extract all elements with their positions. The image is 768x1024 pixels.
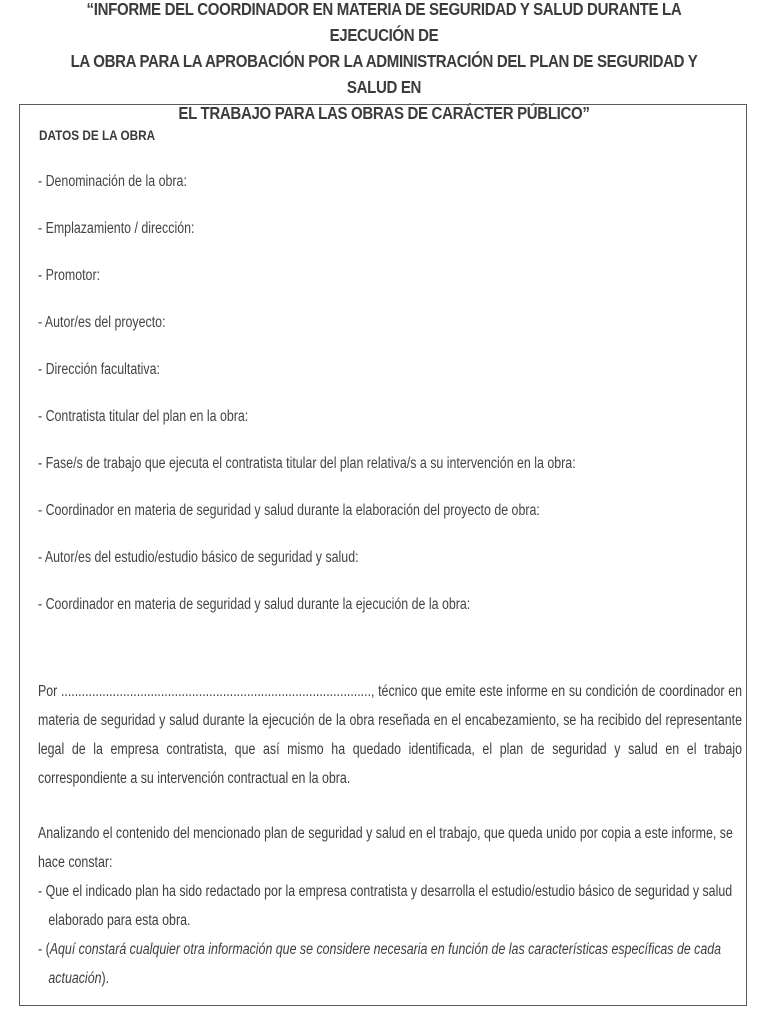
field-emplazamiento: - Emplazamiento / dirección: bbox=[38, 220, 195, 237]
paragraph-intro: Analizando el contenido del mencionado plan de seguridad y salud en el trabajo, que queda unido por copia a este informe, se hace constar: bbox=[38, 825, 733, 871]
item2-prefix: - ( bbox=[38, 941, 50, 958]
field-fases-trabajo: - Fase/s de trabajo que ejecuta el contratista titular del plan relativa/s a su intervención en la obra: bbox=[38, 455, 576, 472]
paragraph-prefix: Por bbox=[38, 683, 58, 700]
list-item-2 bbox=[38, 935, 742, 993]
field-contratista: - Contratista titular del plan en la obra: bbox=[38, 408, 249, 425]
paragraph-analisis bbox=[38, 819, 742, 993]
paragraph-recepcion bbox=[38, 677, 742, 793]
field-coordinador-proyecto: - Coordinador en materia de seguridad y salud durante la elaboración del proyecto de obra: bbox=[38, 502, 540, 519]
title-line-1: “INFORME DEL COORDINADOR EN MATERIA DE SEGURIDAD Y SALUD DURANTE LA EJECUCIÓN DE bbox=[86, 0, 682, 45]
list-item-1: - Que el indicado plan ha sido redactado por la empresa contratista y desarrolla el estudio/estudio básico de seguridad y salud elaborado para esta obra. bbox=[38, 883, 733, 929]
field-direccion-facultativa: - Dirección facultativa: bbox=[38, 361, 160, 378]
item2-suffix: ). bbox=[101, 970, 110, 987]
title-line-2: LA OBRA PARA LA APROBACIÓN POR LA ADMINISTRACIÓN DEL PLAN DE SEGURIDAD Y SALUD EN bbox=[70, 51, 698, 97]
paragraph-text: , técnico que emite este informe en su condición de coordinador en materia de seguridad y salud durante la ejecución de la obra reseñada en el encabezamiento, se ha recibido del representante legal de la empresa contratista, que así mismo ha quedado identificada, el plan de seguridad y salud en el trabajo correspondiente a su intervención contractual en la obra. bbox=[38, 683, 742, 787]
field-promotor: - Promotor: bbox=[38, 267, 101, 284]
section-title: DATOS DE LA OBRA bbox=[39, 127, 156, 143]
field-autor-proyecto: - Autor/es del proyecto: bbox=[38, 314, 166, 331]
title-line-3: EL TRABAJO PARA LAS OBRAS DE CARÁCTER PÚBLICO” bbox=[178, 103, 590, 123]
field-denominacion: - Denominación de la obra: bbox=[38, 173, 187, 190]
item2-italic-text: Aquí constará cualquier otra información que se considere necesaria en función de las características específicas de cada actuación bbox=[48, 941, 722, 987]
fill-in-dots: .......................................................................................... bbox=[60, 683, 372, 700]
field-autor-estudio: - Autor/es del estudio/estudio básico de seguridad y salud: bbox=[38, 549, 359, 566]
field-coordinador-ejecucion: - Coordinador en materia de seguridad y salud durante la ejecución de la obra: bbox=[38, 596, 471, 613]
